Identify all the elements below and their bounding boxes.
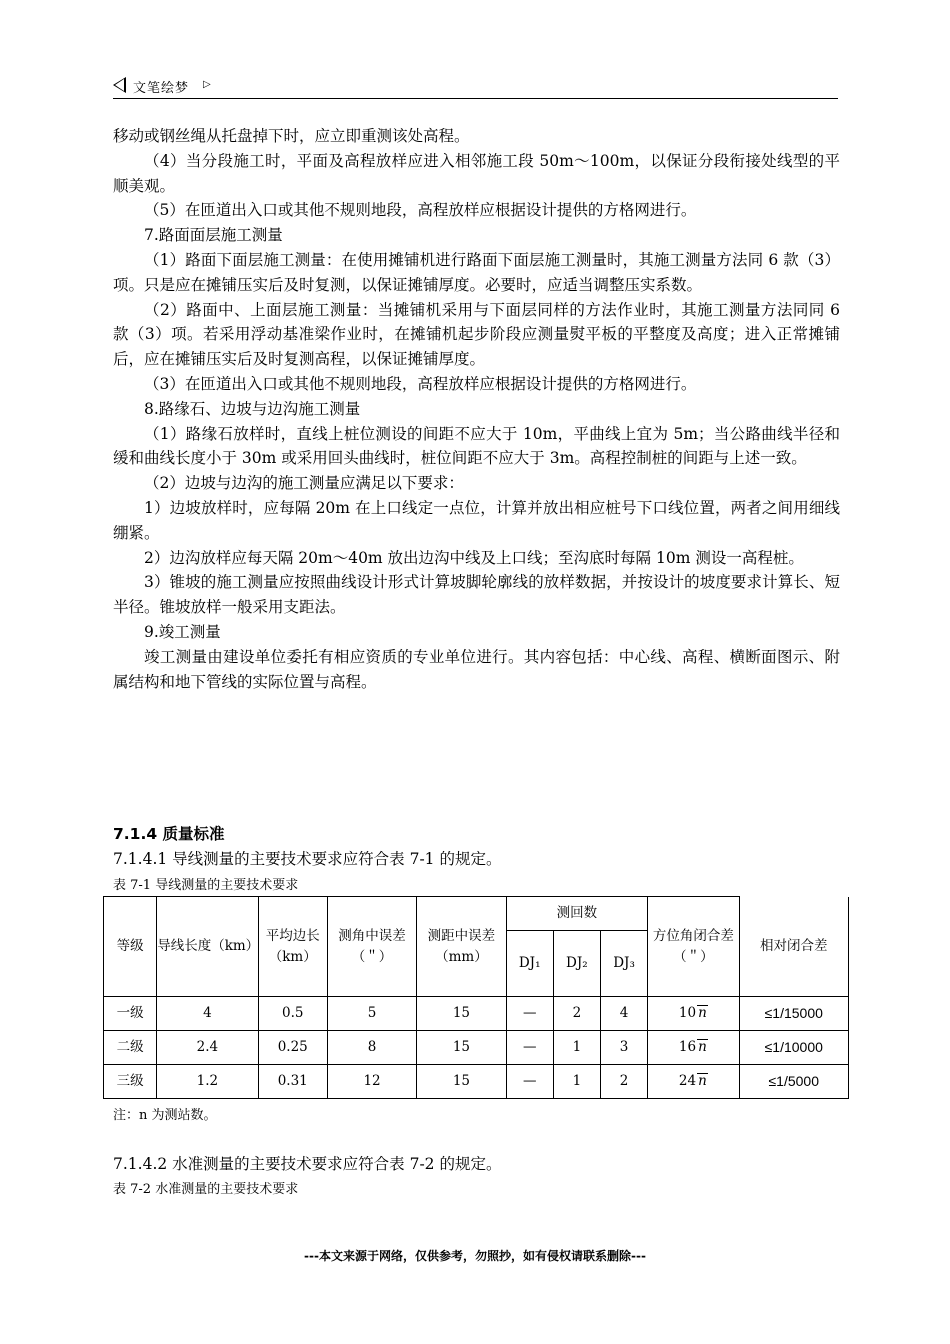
subheading: 7.路面面层施工测量 <box>144 226 283 245</box>
subheading: 9.竣工测量 <box>144 622 221 641</box>
cell-distance-error: 15 <box>417 1065 506 1099</box>
cell-grade: 一级 <box>104 997 157 1031</box>
triangle-left-icon <box>113 77 126 93</box>
table-row <box>104 997 849 1031</box>
cell-dj1: — <box>506 1031 553 1065</box>
cell-dj2: 2 <box>553 997 600 1031</box>
paragraph: （4）当分段施工时，平面及高程放样应进入相邻施工段 50m～100m，以保证分段衔接处线型的平顺美观。 <box>113 151 840 195</box>
cell-dj3: 2 <box>600 1065 647 1099</box>
cell-length: 4 <box>157 997 258 1031</box>
paragraph: （2）边坡与边沟的施工测量应满足以下要求： <box>144 474 464 493</box>
paragraph: 3）锥坡的施工测量应按照曲线设计形式计算坡脚轮廓线的放样数据，并按设计的坡度要求计算长、短半径。锥坡放样一般采用支距法。 <box>113 573 840 617</box>
sqrt-n: n <box>698 1073 707 1089</box>
triangle-right-icon: ▷ <box>203 79 211 90</box>
cell-distance-error: 15 <box>417 997 506 1031</box>
paragraph: 1）边坡放样时，应每隔 20m 在上口线定一点位，计算并放出相应桩号下口线位置，两者之间用细线绷紧。 <box>113 498 840 542</box>
cell-dj3: 3 <box>600 1031 647 1065</box>
table-caption: 表 7-1 导线测量的主要技术要求 <box>113 878 299 893</box>
cell-grade: 二级 <box>104 1031 157 1065</box>
cell-relative: ≤1/5000 <box>739 1065 848 1099</box>
paragraph: （1）路缘石放样时，直线上桩位测设的间距不应大于 10m，平曲线上宜为 5m；当公路曲线半径和缓和曲线长度小于 30m 或采用回头曲线时，桩位间距不应大于 3m。高程控制桩的间距与上述一致。 <box>113 424 840 468</box>
cell-dj3: 4 <box>600 997 647 1031</box>
cell-dj2: 1 <box>553 1065 600 1099</box>
header-azimuth: 方位角闭合差（＂） <box>648 897 739 997</box>
cell-relative: ≤1/10000 <box>739 1031 848 1065</box>
paragraph: 移动或钢丝绳从托盘掉下时，应立即重测该处高程。 <box>113 127 470 145</box>
cell-angle-error: 12 <box>327 1065 416 1099</box>
table-caption: 表 7-2 水准测量的主要技术要求 <box>113 1182 299 1197</box>
cell-relative: ≤1/15000 <box>739 997 848 1031</box>
section-heading: 7.1.4 质量标准 <box>113 825 225 843</box>
azimuth-coefficient: 16 <box>678 1039 697 1055</box>
cell-angle-error: 5 <box>327 997 416 1031</box>
table-note: 注：n 为测站数。 <box>113 1108 217 1123</box>
paragraph: （1）路面下面层施工测量：在使用摊铺机进行路面下面层施工测量时，其施工测量方法同 6 款（3）项。只是应在摊铺压实后及时复测，以保证摊铺厚度。必要时，应适当调整压实系数。 <box>113 250 840 294</box>
sqrt-n: n <box>698 1005 707 1021</box>
paragraph: 2）边沟放样应每天隔 20m～40m 放出边沟中线及上口线；至沟底时每隔 10m 测设一高程桩。 <box>144 548 804 567</box>
cell-avg-side: 0.5 <box>258 997 327 1031</box>
header-rounds: 测回数 <box>506 897 648 931</box>
cell-angle-error: 8 <box>327 1031 416 1065</box>
paragraph: （2）路面中、上面层施工测量：当摊铺机采用与下面层同样的方法作业时，其施工测量方法同同 6 款（3）项。若采用浮动基准梁作业时，在摊铺机起步阶段应测量熨平板的平整度及高度；进入正常摊铺后，应在摊铺压实后及时复测高程，以保证摊铺厚度。 <box>113 300 840 369</box>
header-dj3: DJ₃ <box>600 931 647 997</box>
paragraph: （5）在匝道出入口或其他不规则地段，高程放样应根据设计提供的方格网进行。 <box>144 201 697 220</box>
header-angle-error: 测角中误差（＂） <box>327 897 416 997</box>
cell-length: 1.2 <box>157 1065 258 1099</box>
cell-grade: 三级 <box>104 1065 157 1099</box>
table-row <box>104 1065 849 1099</box>
table-row <box>104 1031 849 1065</box>
traverse-spec-table <box>103 896 849 1099</box>
body-text <box>113 124 840 694</box>
cell-dj1: — <box>506 1065 553 1099</box>
header-dj1: DJ₁ <box>506 931 553 997</box>
sqrt-n: n <box>698 1039 707 1055</box>
azimuth-coefficient: 10 <box>678 1005 697 1021</box>
azimuth-coefficient: 24 <box>678 1073 697 1089</box>
header-avg-side: 平均边长（km） <box>258 897 327 997</box>
section-line: 7.1.4.2 水准测量的主要技术要求应符合表 7-2 的规定。 <box>113 1155 502 1173</box>
cell-length: 2.4 <box>157 1031 258 1065</box>
cell-azimuth <box>648 997 739 1031</box>
paragraph: （3）在匝道出入口或其他不规则地段，高程放样应根据设计提供的方格网进行。 <box>144 374 697 393</box>
paragraph: 竣工测量由建设单位委托有相应资质的专业单位进行。其内容包括：中心线、高程、横断面图示、附属结构和地下管线的实际位置与高程。 <box>113 647 840 691</box>
cell-azimuth <box>648 1065 739 1099</box>
header-brand: 文笔绘梦 <box>133 81 190 96</box>
subheading: 8.路缘石、边坡与边沟施工测量 <box>144 399 361 418</box>
cell-dj1: — <box>506 997 553 1031</box>
header-relative: 相对闭合差 <box>739 897 848 997</box>
header-distance-error: 测距中误差（mm） <box>417 897 506 997</box>
cell-distance-error: 15 <box>417 1031 506 1065</box>
header-dj2: DJ₂ <box>553 931 600 997</box>
page-header <box>113 74 838 99</box>
cell-dj2: 1 <box>553 1031 600 1065</box>
header-grade: 等级 <box>104 897 157 997</box>
header-length: 导线长度（km） <box>157 897 258 997</box>
cell-avg-side: 0.25 <box>258 1031 327 1065</box>
page-footer: ---本文来源于网络，仅供参考，勿照抄，如有侵权请联系删除--- <box>304 1249 646 1263</box>
cell-azimuth <box>648 1031 739 1065</box>
cell-avg-side: 0.31 <box>258 1065 327 1099</box>
section-line: 7.1.4.1 导线测量的主要技术要求应符合表 7-1 的规定。 <box>113 850 502 868</box>
